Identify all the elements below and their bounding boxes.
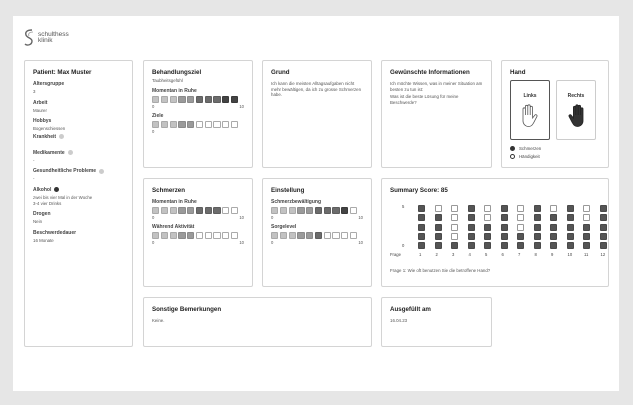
score-cell	[468, 205, 475, 212]
right-hand-label: Rechts	[567, 93, 585, 99]
x-tick-label: 9	[551, 252, 554, 257]
scale-square	[205, 207, 212, 214]
scale-square	[170, 207, 177, 214]
scale-square	[324, 207, 331, 214]
grund-text: Ich kann die meisten Alltagsaufgaben nicht mehr bewältigen, da ich zu grosse Schmerzen habe.	[271, 81, 362, 98]
einstellung-title: Einstellung	[271, 187, 305, 194]
score-cell	[600, 214, 607, 221]
legend-haendigkeit-label: Händigkeit	[519, 154, 540, 159]
scale-square	[297, 207, 304, 214]
alkohol-value-2: 3-4 vier Drinks	[33, 200, 62, 206]
score-cell	[451, 224, 458, 231]
scale-square	[178, 121, 185, 128]
score-cell	[550, 214, 557, 221]
scale-square	[280, 232, 287, 239]
gesundheit-label: Gesundheitliche Probleme	[33, 168, 97, 175]
x-tick-label: 8	[534, 252, 537, 257]
score-cell	[418, 242, 425, 249]
scale-square	[161, 232, 168, 239]
info-card	[381, 60, 492, 168]
schulthess-logo	[23, 28, 69, 48]
x-tick-label: 5	[485, 252, 488, 257]
score-cell	[567, 224, 574, 231]
score-cell	[451, 242, 458, 249]
score-cell	[550, 205, 557, 212]
hand-title: Hand	[510, 69, 526, 76]
scale-square	[178, 232, 185, 239]
x-axis-label: Frage	[390, 252, 401, 257]
gesundheit-row	[33, 168, 124, 174]
scale-square	[306, 232, 313, 239]
x-tick-label: 7	[518, 252, 521, 257]
scale-min: 0	[152, 215, 155, 221]
score-cell	[484, 214, 491, 221]
bemerkungen-text: Keine.	[152, 318, 165, 323]
score-cell	[583, 233, 590, 240]
scale-square	[213, 121, 220, 128]
right-hand-option[interactable]	[556, 80, 596, 140]
scale-max: 10	[239, 103, 244, 109]
info-text-2: Was ist die beste Lösung für meine Beschwerde?	[390, 94, 459, 105]
score-cell	[600, 233, 607, 240]
arbeit-value: Maurer	[33, 107, 47, 113]
score-cell	[534, 214, 541, 221]
krankheit-indicator-icon	[59, 134, 64, 139]
einstellung-scale2-label: Sorgelevel	[271, 224, 297, 231]
alkohol-indicator-icon	[54, 187, 59, 192]
x-tick-label: 6	[501, 252, 504, 257]
scale-square	[152, 121, 159, 128]
legend-haendigkeit	[510, 154, 541, 159]
scale-square	[350, 207, 357, 214]
score-cell	[501, 205, 508, 212]
x-tick-label: 3	[452, 252, 455, 257]
scale-square	[315, 207, 322, 214]
scale-square	[213, 96, 220, 103]
scale-square	[205, 121, 212, 128]
score-cell	[435, 242, 442, 249]
left-hand-outline-icon	[518, 103, 542, 129]
scale-square	[205, 232, 212, 239]
score-cell	[534, 242, 541, 249]
gesundheit-value: -	[33, 176, 35, 182]
score-cell	[468, 224, 475, 231]
medikamente-label: Medikamente	[33, 149, 65, 156]
score-cell	[517, 242, 524, 249]
score-cell	[550, 224, 557, 231]
alkohol-label: Alkohol	[33, 186, 52, 193]
x-tick-label: 1	[419, 252, 422, 257]
score-cell	[435, 205, 442, 212]
patient-title: Patient: Max Muster	[33, 69, 92, 76]
score-cell	[600, 205, 607, 212]
scale-max: 10	[239, 215, 244, 221]
scale-square	[170, 121, 177, 128]
scale-square	[178, 96, 185, 103]
score-cell	[418, 214, 425, 221]
score-cell	[583, 214, 590, 221]
scale-square	[187, 207, 194, 214]
drogen-value: Nein	[33, 219, 43, 225]
scale-square	[222, 121, 229, 128]
score-cell	[517, 214, 524, 221]
scale-min: 0	[152, 128, 155, 134]
scale-square	[170, 96, 177, 103]
schmerzen-card	[143, 178, 253, 287]
x-tick-label: 4	[468, 252, 471, 257]
scale-square	[213, 232, 220, 239]
hobbys-value: Bogenschiessen	[33, 126, 66, 132]
scale-square	[152, 207, 159, 214]
legend-filled-dot-icon	[510, 146, 515, 151]
scale-square	[231, 232, 238, 239]
score-cell	[501, 233, 508, 240]
grund-title: Grund	[271, 69, 290, 76]
scale-square	[341, 207, 348, 214]
score-cell	[435, 214, 442, 221]
scale-square	[187, 232, 194, 239]
behandlungsziel-scale1	[152, 96, 244, 103]
score-cell	[567, 205, 574, 212]
score-cell	[583, 224, 590, 231]
legend-schmerzen-label: Schmerzen	[519, 146, 542, 151]
scale-square	[324, 232, 331, 239]
medikamente-indicator-icon	[68, 150, 73, 155]
beschwerde-value: 16 Monate	[33, 237, 54, 243]
summary-caption: Frage 1: Wie oft benutzen Sie die betroffene Hand?	[390, 268, 491, 273]
alkohol-row	[33, 187, 124, 193]
score-cell	[567, 233, 574, 240]
behandlungsziel-scale2	[152, 121, 244, 128]
patient-card	[24, 60, 133, 347]
scale-square	[213, 207, 220, 214]
alkohol-value-1: zwei bis vier Mal in der Woche	[33, 194, 93, 200]
score-cell	[418, 233, 425, 240]
hand-card	[501, 60, 609, 168]
score-cell	[583, 242, 590, 249]
score-cell	[517, 205, 524, 212]
scale-square	[222, 232, 229, 239]
gesundheit-indicator-icon	[99, 169, 104, 174]
score-cell	[468, 233, 475, 240]
score-cell	[468, 242, 475, 249]
behandlungsziel-subtitle: Taubheitsgefühl	[152, 78, 183, 83]
logo-mark-icon	[23, 28, 35, 48]
scale-square	[332, 207, 339, 214]
scale-square	[332, 232, 339, 239]
krankheit-label: Krankheit	[33, 133, 57, 140]
score-cell	[567, 242, 574, 249]
score-cell	[517, 224, 524, 231]
scale-square	[161, 121, 168, 128]
score-cell	[550, 242, 557, 249]
scale-min: 0	[271, 215, 274, 221]
left-hand-label: Links	[523, 93, 537, 99]
score-cell	[583, 205, 590, 212]
score-cell	[600, 224, 607, 231]
ausgefuellt-card	[381, 297, 492, 347]
score-cell	[484, 233, 491, 240]
schmerzen-scale2-label: Während Aktivität	[152, 224, 195, 231]
ausgefuellt-date: 16.04.23	[390, 318, 408, 323]
score-cell	[468, 214, 475, 221]
ausgefuellt-title: Ausgefüllt am	[390, 306, 431, 313]
x-tick-label: 12	[600, 252, 606, 257]
score-cell	[534, 205, 541, 212]
scale-square	[341, 232, 348, 239]
einstellung-scale1-label: Schmerzbewältigung	[271, 199, 322, 205]
score-cell	[534, 233, 541, 240]
alkohol-value	[33, 195, 124, 206]
logo-line2: klinik	[38, 37, 53, 44]
scale-square	[289, 232, 296, 239]
summary-title: Summary Score: 85	[390, 187, 448, 194]
info-title: Gewünschte Informationen	[390, 69, 470, 76]
altersgruppe-label: Altersgruppe	[33, 81, 65, 87]
einstellung-card	[262, 178, 372, 287]
scale-square	[306, 207, 313, 214]
y-min-label: 0	[402, 243, 405, 248]
scale-square	[222, 207, 229, 214]
left-hand-option[interactable]	[510, 80, 550, 140]
behandlungsziel-scale2-label: Ziele	[152, 112, 164, 119]
y-max-label: 5	[402, 204, 405, 210]
x-tick-label: 11	[584, 252, 589, 257]
score-cell	[501, 242, 508, 249]
medikamente-value: -	[33, 157, 35, 163]
scale-square	[231, 121, 238, 128]
scale-square	[152, 96, 159, 103]
scale-square	[289, 207, 296, 214]
screen	[13, 16, 619, 391]
score-cell	[484, 224, 491, 231]
scale-square	[178, 207, 185, 214]
scale-square	[280, 207, 287, 214]
legend-empty-dot-icon	[510, 154, 515, 159]
score-cell	[451, 233, 458, 240]
schmerzen-scale1	[152, 207, 244, 214]
x-tick-label: 10	[567, 252, 573, 257]
scale-square	[152, 232, 159, 239]
scale-square	[170, 232, 177, 239]
score-cell	[534, 224, 541, 231]
scale-square	[350, 232, 357, 239]
altersgruppe-value: 3	[33, 89, 36, 94]
medikamente-row	[33, 150, 124, 156]
scale-square	[231, 96, 238, 103]
score-cell	[501, 224, 508, 231]
logo-line1: schulthess	[38, 30, 69, 38]
hobbys-label: Hobbys	[33, 118, 52, 125]
scale-square	[161, 96, 168, 103]
scale-square	[222, 96, 229, 103]
scale-max: 10	[358, 240, 363, 246]
schmerzen-scale2	[152, 232, 244, 239]
score-cell	[418, 205, 425, 212]
scale-max: 10	[358, 215, 363, 221]
score-cell	[567, 214, 574, 221]
schmerzen-title: Schmerzen	[152, 187, 186, 194]
score-cell	[550, 233, 557, 240]
x-tick-label: 2	[435, 252, 438, 257]
scale-square	[187, 121, 194, 128]
score-cell	[418, 224, 425, 231]
scale-min: 0	[152, 103, 155, 109]
scale-square	[205, 96, 212, 103]
scale-square	[196, 207, 203, 214]
schmerzen-scale1-label: Momentan in Ruhe	[152, 199, 197, 205]
einstellung-scale2	[271, 232, 363, 239]
einstellung-scale1	[271, 207, 363, 214]
scale-square	[187, 96, 194, 103]
legend-schmerzen	[510, 146, 541, 151]
scale-square	[161, 207, 168, 214]
right-hand-filled-icon	[564, 103, 588, 129]
drogen-label: Drogen	[33, 211, 51, 218]
scale-max: 10	[239, 240, 244, 246]
score-cell	[451, 205, 458, 212]
scale-min: 0	[271, 240, 274, 246]
score-cell	[501, 214, 508, 221]
bemerkungen-title: Sonstige Bemerkungen	[152, 306, 222, 313]
score-cell	[435, 233, 442, 240]
behandlungsziel-title: Behandlungsziel	[152, 69, 202, 76]
score-cell	[451, 214, 458, 221]
summary-card	[381, 178, 609, 287]
scale-square	[196, 232, 203, 239]
grund-card	[262, 60, 372, 168]
score-cell	[600, 242, 607, 249]
arbeit-label: Arbeit	[33, 99, 48, 106]
scale-square	[271, 207, 278, 214]
behandlungsziel-scale1-label: Momentan in Ruhe	[152, 87, 197, 94]
score-cell	[484, 242, 491, 249]
score-cell	[517, 233, 524, 240]
scale-square	[196, 96, 203, 103]
scale-min: 0	[152, 240, 155, 246]
behandlungsziel-card	[143, 60, 253, 168]
scale-square	[196, 121, 203, 128]
scale-square	[271, 232, 278, 239]
score-cell	[484, 205, 491, 212]
scale-square	[315, 232, 322, 239]
scale-square	[231, 207, 238, 214]
beschwerde-label: Beschwerdedauer	[33, 229, 77, 236]
scale-square	[297, 232, 304, 239]
bemerkungen-card	[143, 297, 372, 347]
info-text-1: Ich möchte Wissen, was in meiner Situation am besten zu tun ist:	[390, 81, 483, 92]
score-cell	[435, 224, 442, 231]
